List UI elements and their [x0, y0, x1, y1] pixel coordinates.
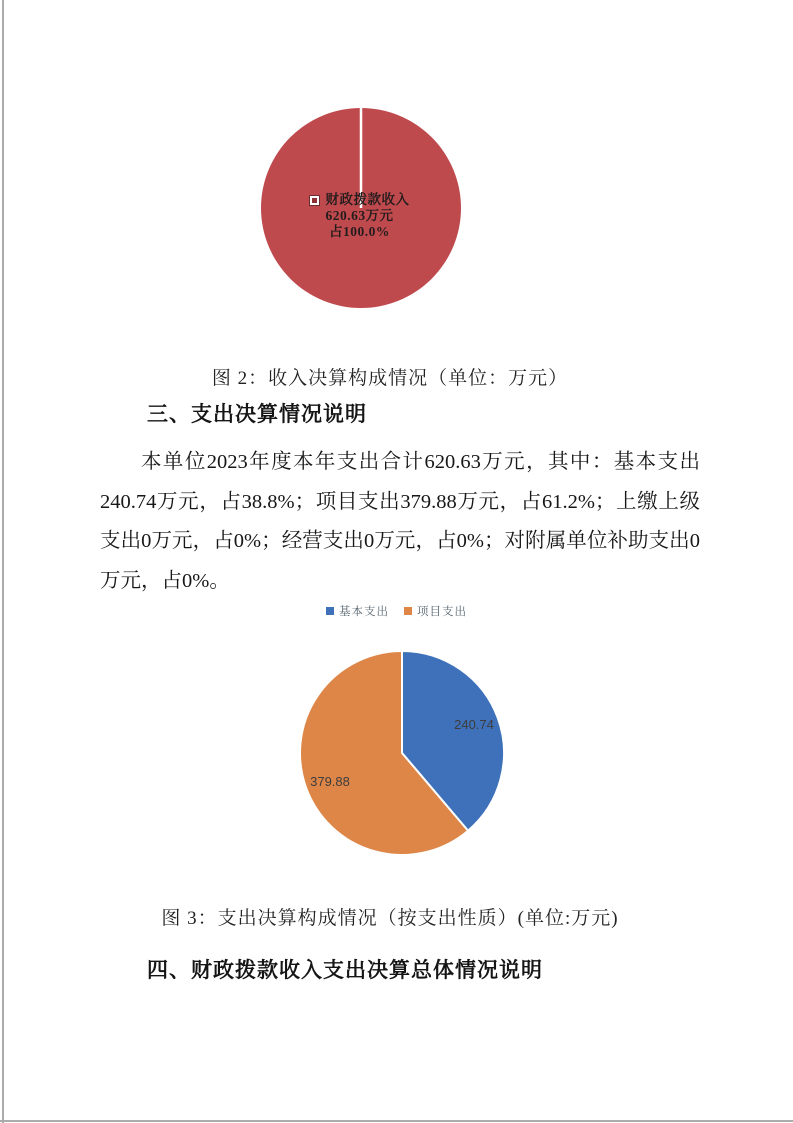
expense-pie-chart	[290, 640, 515, 870]
figure2-caption: 图 2：收入决算构成情况（单位：万元）	[211, 368, 569, 389]
legend-label-project: 项目支出	[417, 606, 467, 618]
basic-expense-swatch-icon	[326, 607, 334, 615]
expense-pie-legend	[0, 603, 793, 619]
legend-label-basic: 基本支出	[339, 606, 389, 618]
legend-item-basic	[326, 603, 389, 619]
section3-heading: 三、支出决算情况说明	[147, 403, 367, 426]
legend-item-project	[404, 603, 467, 619]
income-pie-label-percent: 占100.0%	[329, 224, 390, 239]
basic-expense-value-label: 240.74	[454, 717, 494, 732]
income-pie-data-label	[277, 192, 442, 240]
legend-marker-icon	[310, 196, 319, 205]
income-pie-label-category: 财政拨款收入	[325, 192, 410, 207]
section4-heading: 四、财政拨款收入支出决算总体情况说明	[147, 959, 543, 982]
scan-edge-left	[2, 0, 4, 1123]
expenditure-paragraph: 本单位2023年度本年支出合计620.63万元，其中：基本支出240.74万元，占38.8%；项目支出379.88万元，占61.2%；上缴上级支出0万元，占0%；经营支出0万元，占0%；对附属单位补助支出0万元，占0%。	[100, 451, 700, 592]
project-expense-swatch-icon	[404, 607, 412, 615]
income-pie-label-value: 620.63万元	[325, 208, 394, 223]
figure3-caption: 图 3：支出决算构成情况（按支出性质）(单位:万元)	[161, 908, 619, 929]
scan-edge-bottom	[0, 1120, 793, 1122]
project-expense-value-label: 379.88	[310, 774, 350, 789]
